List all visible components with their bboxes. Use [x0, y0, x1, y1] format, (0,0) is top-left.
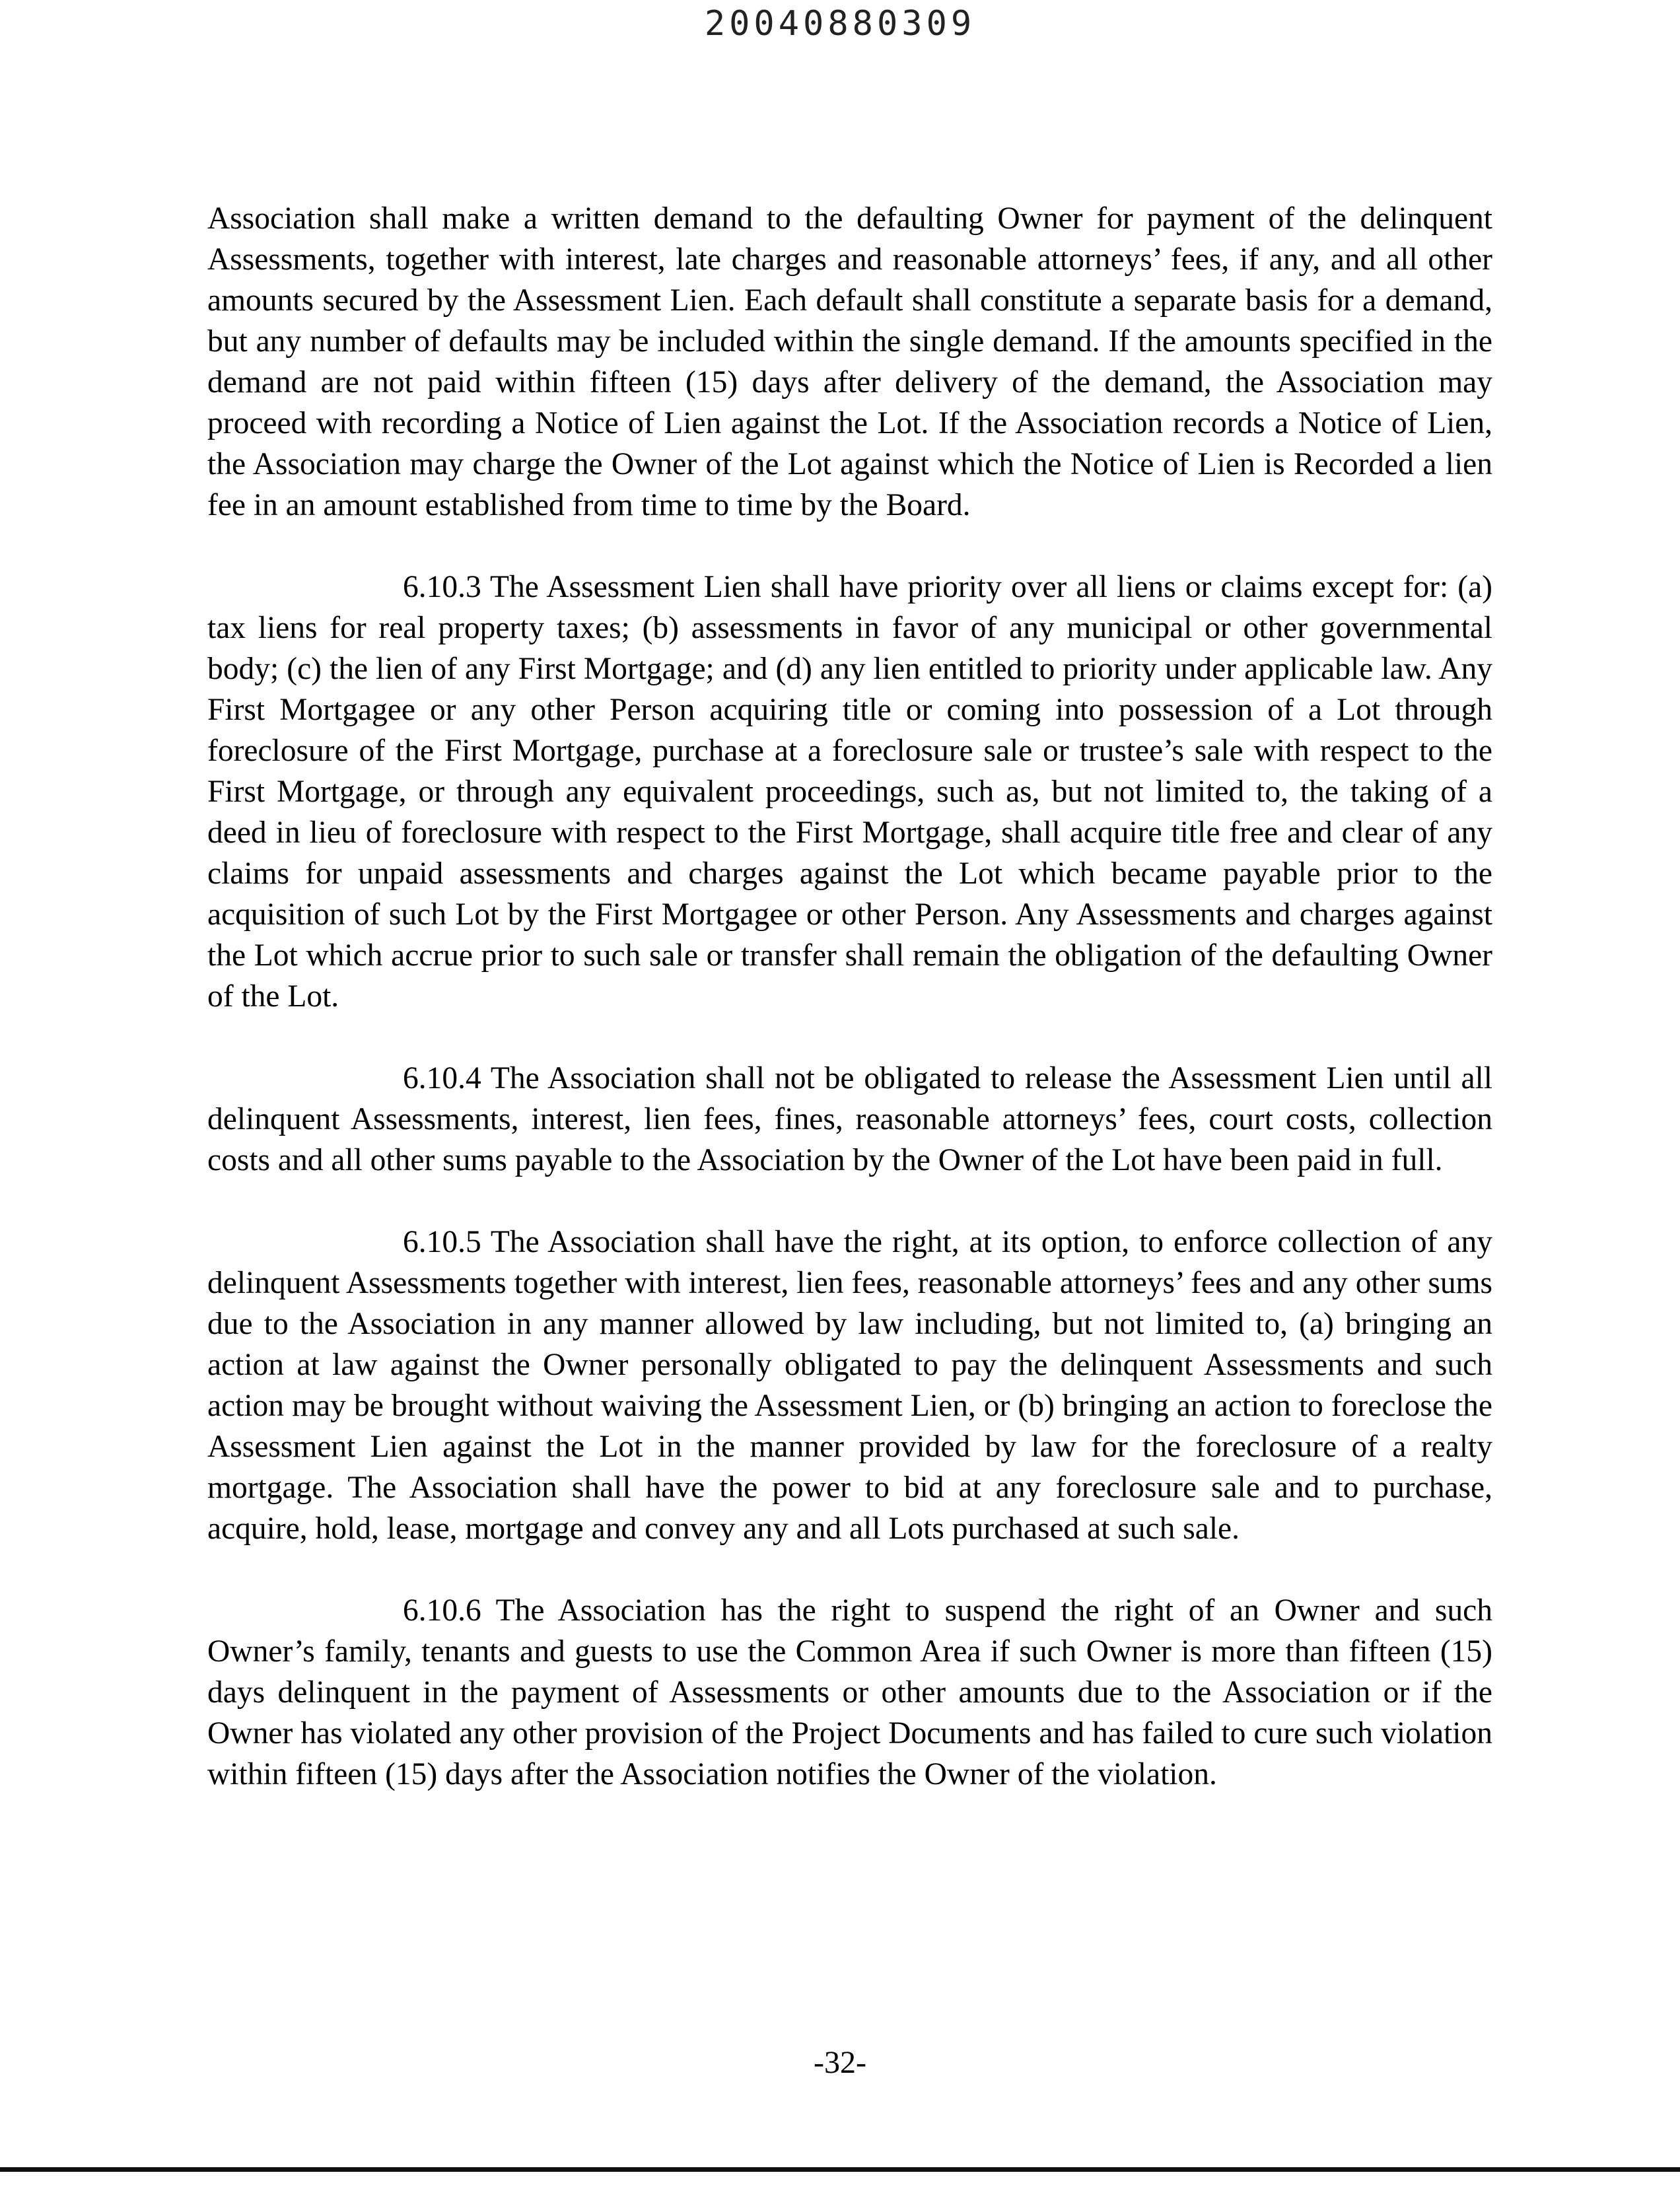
paragraph-demand-continuation: Association shall make a written demand to the defaulting Owner for payment of the delinquent Assessments, together with interest, late charges and reasonable attorneys’ fees, if any, and all other amounts secured by the Assessment Lien. Each default shall constitute a separate basis for a demand, but any number of defaults may be included within the single demand. If the amounts specified in the demand are not paid within fifteen (15) days after delivery of the demand, the Association may proceed with recording a Notice of Lien against the Lot. If the Association records a Notice of Lien, the Association may charge the Owner of the Lot against which the Notice of Lien is Recorded a lien fee in an amount established from time to time by the Board.: [207, 201, 1492, 522]
paragraph-6-10-5: 6.10.5 The Association shall have the right, at its option, to enforce collection of any delinquent Assessments together with interest, lien fees, reasonable attorneys’ fees and any other sums due to the Association in any manner allowed by law including, but not limited to, (a) bringing an action at law against the Owner personally obligated to pay the delinquent Assessments and such action may be brought without waiving the Assessment Lien, or (b) bringing an action to foreclose the Assessment Lien against the Lot in the manner provided by law for the foreclosure of a realty mortgage. The Association shall have the power to bid at any foreclosure sale and to purchase, acquire, hold, lease, mortgage and convey any and all Lots purchased at such sale.: [207, 1225, 1492, 1546]
bottom-rule: [0, 2167, 1680, 2172]
recording-number: 20040880309: [704, 4, 976, 44]
paragraph-6-10-6: 6.10.6 The Association has the right to suspend the right of an Owner and such Owner’s family, tenants and guests to use the Common Area if such Owner is more than fifteen (15) days delinquent in the payment of Assessments or other amounts due to the Association or if the Owner has violated any other provision of the Project Documents and has failed to cure such violation within fifteen (15) days after the Association notifies the Owner of the violation.: [207, 1593, 1492, 1791]
page-number: -32-: [814, 2045, 866, 2080]
document-body: [207, 198, 1492, 1836]
paragraph-6-10-4: 6.10.4 The Association shall not be obligated to release the Assessment Lien until all delinquent Assessments, interest, lien fees, fines, reasonable attorneys’ fees, court costs, collection costs and all other sums payable to the Association by the Owner of the Lot have been paid in full.: [207, 1061, 1492, 1177]
paragraph-6-10-3: 6.10.3 The Assessment Lien shall have priority over all liens or claims except for: (a) tax liens for real property taxes; (b) assessments in favor of any municipal or other governmental body; (c) the lien of any First Mortgage; and (d) any lien entitled to priority under applicable law. Any First Mortgagee or any other Person acquiring title or coming into possession of a Lot through foreclosure of the First Mortgage, purchase at a foreclosure sale or trustee’s sale with respect to the First Mortgage, or through any equivalent proceedings, such as, but not limited to, the taking of a deed in lieu of foreclosure with respect to the First Mortgage, shall acquire title free and clear of any claims for unpaid assessments and charges against the Lot which became payable prior to the acquisition of such Lot by the First Mortgagee or other Person. Any Assessments and charges against the Lot which accrue prior to such sale or transfer shall remain the obligation of the defaulting Owner of the Lot.: [207, 570, 1492, 1014]
